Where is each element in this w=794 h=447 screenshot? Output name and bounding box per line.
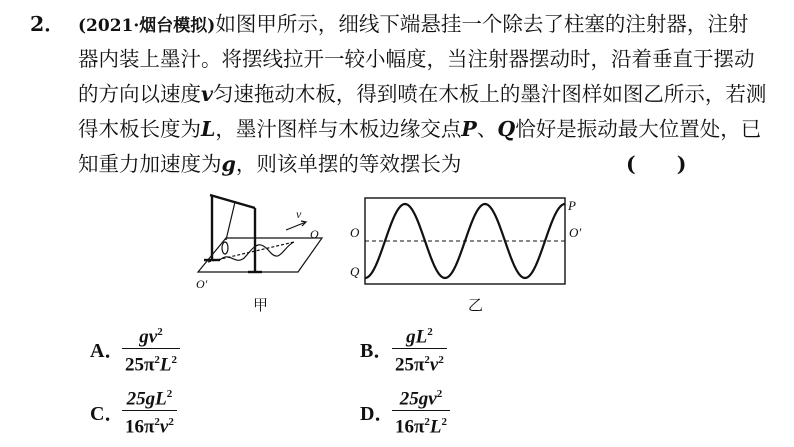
option-b-den: 25π [395, 354, 425, 376]
option-d-den2: L [429, 416, 442, 438]
fig-jia-v: v [296, 207, 302, 221]
option-a-num-sup: 2 [157, 326, 163, 338]
option-a-num: gv [139, 326, 158, 348]
question-text-5b: ，则该单摆的等效摆长为 [235, 152, 462, 176]
question-source: (2021·烟台模拟) [78, 16, 216, 36]
question-text-5a: 知重力加速度为 [78, 152, 222, 176]
option-a-den-sup: 2 [154, 354, 160, 367]
option-c-den: 16π [125, 416, 155, 438]
fig-yi-O: O [350, 225, 360, 240]
option-c-num: 25gL [126, 388, 167, 410]
option-c-den2: v [159, 416, 169, 438]
var-v: v [201, 82, 213, 106]
question-number [30, 10, 65, 38]
var-Q: Q [497, 117, 516, 141]
option-c-label: C． [90, 403, 125, 425]
option-c-num-sup: 2 [166, 388, 173, 400]
fig-jia-O-prime: O′ [196, 277, 208, 291]
option-a-label: A． [90, 340, 125, 362]
question-text-1: 如图甲所示，细线下端悬挂一个除去了柱塞的注射器，注射 [215, 12, 749, 36]
question-text-4a: 得木板长度为 [78, 117, 201, 141]
option-b-num: gL [406, 326, 428, 348]
question-text-4b: ，墨汁图样与木板边缘交点 [215, 117, 462, 141]
question-text-4d: 恰好是振动最大位置处，已 [515, 117, 762, 141]
figure-jia [190, 188, 330, 292]
fig-yi-P: P [568, 198, 576, 213]
wooden-board [198, 238, 322, 272]
option-a-den2-sup: 2 [171, 354, 178, 367]
option-a-den: 25π [125, 354, 155, 376]
option-d-den2-sup: 2 [441, 416, 448, 429]
option-c-den-sup: 2 [154, 416, 160, 429]
option-d-label: D． [360, 403, 395, 425]
answer-bracket: ( ) [626, 152, 687, 176]
option-d-num: 25gv [399, 388, 437, 410]
option-b-label: B． [360, 340, 394, 362]
syringe-icon [222, 242, 228, 254]
question-text-3b: 匀速拖动木板，得到喷在木板上的墨汁图样如图乙所示，若测 [212, 82, 767, 106]
option-d-den-sup: 2 [424, 416, 430, 429]
question-line-3 [78, 80, 766, 108]
question-line-4 [78, 115, 761, 143]
question-number-text: 2． [30, 12, 65, 36]
figure-jia-caption: 甲 [253, 296, 269, 314]
fig-yi-Q: Q [350, 264, 360, 279]
fig-jia-O: O [310, 227, 319, 241]
var-L: L [201, 117, 216, 141]
option-c-den2-sup: 2 [168, 416, 174, 429]
figure-yi-caption: 乙 [468, 296, 484, 314]
var-P: P [461, 117, 477, 141]
option-d-den: 16π [395, 416, 425, 438]
fig-yi-O-prime: O′ [569, 225, 582, 240]
figure-yi [340, 196, 590, 288]
question-text-3a: 的方向以速度 [78, 82, 201, 106]
option-d-num-sup: 2 [436, 388, 443, 400]
question-text-4c: 、 [476, 117, 498, 141]
option-a-fraction [122, 322, 180, 376]
option-b-den-sup: 2 [424, 354, 430, 367]
option-b-num-sup: 2 [427, 326, 433, 338]
option-b-den2-sup: 2 [438, 354, 444, 367]
option-b-fraction [392, 322, 447, 376]
question-line-5 [78, 150, 461, 178]
question-line-2 [78, 45, 755, 73]
var-g: g [221, 152, 236, 176]
option-a-den2: L [159, 354, 172, 376]
question-line-1 [78, 10, 748, 40]
option-b-den2: v [429, 354, 439, 376]
option-c-fraction [122, 384, 177, 438]
option-d-fraction [392, 384, 450, 438]
question-text-2: 器内装上墨汁。将摆线拉开一较小幅度，当注射器摆动时，沿着垂直于摆动 [78, 47, 755, 71]
